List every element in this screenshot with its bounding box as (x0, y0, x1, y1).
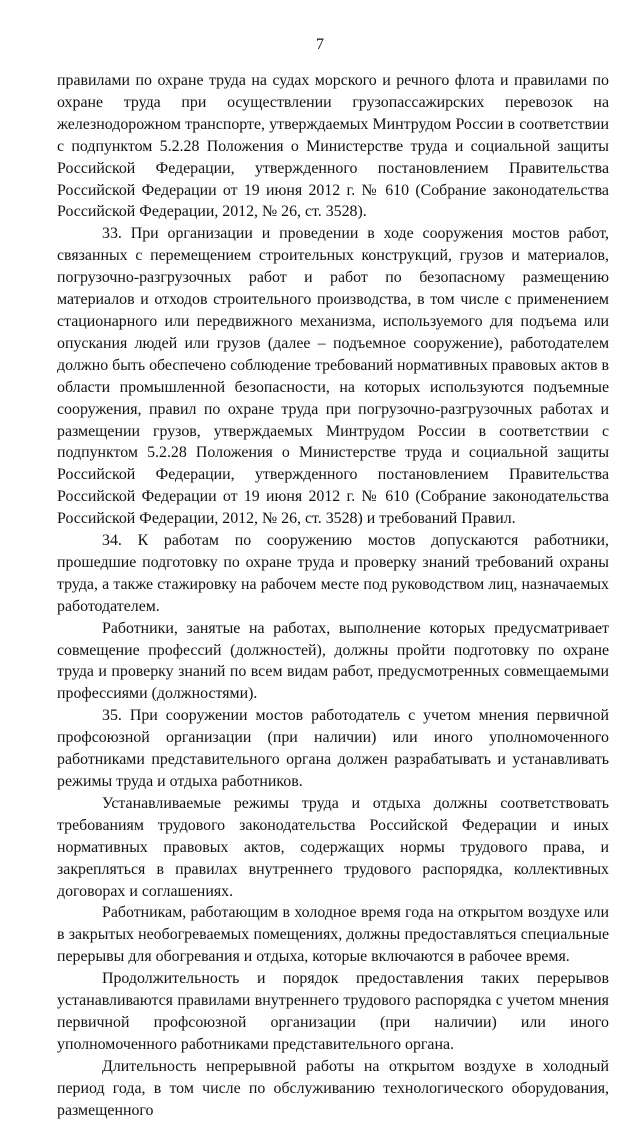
paragraph-item-34: 34. К работам по сооружению мостов допускаются работники, прошедшие подготовку по охране труда и проверку знаний требований охраны труда, а также стажировку на рабочем месте под руководством лиц, назначаемых работодателем. (57, 532, 609, 615)
document-body (57, 70, 609, 1122)
paragraph-continuous-work-duration: Длительность непрерывной работы на открытом воздухе в холодный период года, в том числе по обслуживанию технологического оборудования, размещенного (57, 1057, 609, 1119)
paragraph-continuation: правилами по охране труда на судах морского и речного флота и правилами по охране труда при осуществлении грузопассажирских перевозок на железнодорожном транспорте, утверждаемых Минтрудом России в соответствии с подпунктом 5.2.28 Положения о Министерстве труда и социальной защиты Российской Федерации, утвержденного постановлением Правительства Российской Федерации от 19 июня 2012 г. № 610 (Собрание законодательства Российской Федерации, 2012, № 26, ст. 3528). (57, 72, 609, 221)
paragraph-item-33: 33. При организации и проведении в ходе сооружения мостов работ, связанных с перемещением строительных конструкций, грузов и материалов, погрузочно-разгрузочных работ и работ по безопасному размещению материалов и отходов строительного производства, в том числе с применением стационарного или передвижного механизма, используемого для подъема или опускания людей или грузов (далее – подъемное сооружение), работодателем должно быть обеспечено соблюдение требований нормативных правовых актов в области промышленной безопасности, на которых используются подъемные сооружения, правил по охране труда при погрузочно-разгрузочных работах и размещении грузов, утверждаемых Минтрудом России в соответствии с подпунктом 5.2.28 Положения о Министерстве труда и социальной защиты Российской Федерации, утвержденного постановлением Правительства Российской Федерации от 19 июня 2012 г. № 610 (Собрание законодательства Российской Федерации, 2012, № 26, ст. 3528) и требований Правил. (57, 225, 609, 528)
paragraph-cold-season-breaks: Работникам, работающим в холодное время года на открытом воздухе или в закрытых необогреваемых помещениях, должны предоставляться специальные перерывы для обогревания и отдыха, которые включаются в рабочее время. (57, 904, 609, 966)
paragraph-item-35: 35. При сооружении мостов работодатель с учетом мнения первичной профсоюзной организации (при наличии) или иного уполномоченного работниками представительного органа должен разрабатывать и устанавливать режимы труда и отдыха работников. (57, 707, 609, 790)
paragraph-combined-professions: Работники, занятые на работах, выполнение которых предусматривает совмещение профессий (должностей), должны пройти подготовку по охране труда и проверку знаний по всем видам работ, предусмотренных совмещаемыми профессиями (должностями). (57, 619, 609, 703)
paragraph-work-rest-regimes: Устанавливаемые режимы труда и отдыха должны соответствовать требованиям трудового законодательства Российской Федерации и иных нормативных правовых актов, содержащих нормы трудового права, и закрепляться в правилах внутреннего трудового распорядка, коллективных договорах и соглашениях. (57, 794, 609, 900)
paragraph-break-procedure: Продолжительность и порядок предоставления таких перерывов устанавливаются правилами внутреннего трудового распорядка с учетом мнения первичной профсоюзной организации (при наличии) или иного уполномоченного работниками представительного органа. (57, 970, 609, 1053)
page-number: 7 (316, 36, 324, 53)
